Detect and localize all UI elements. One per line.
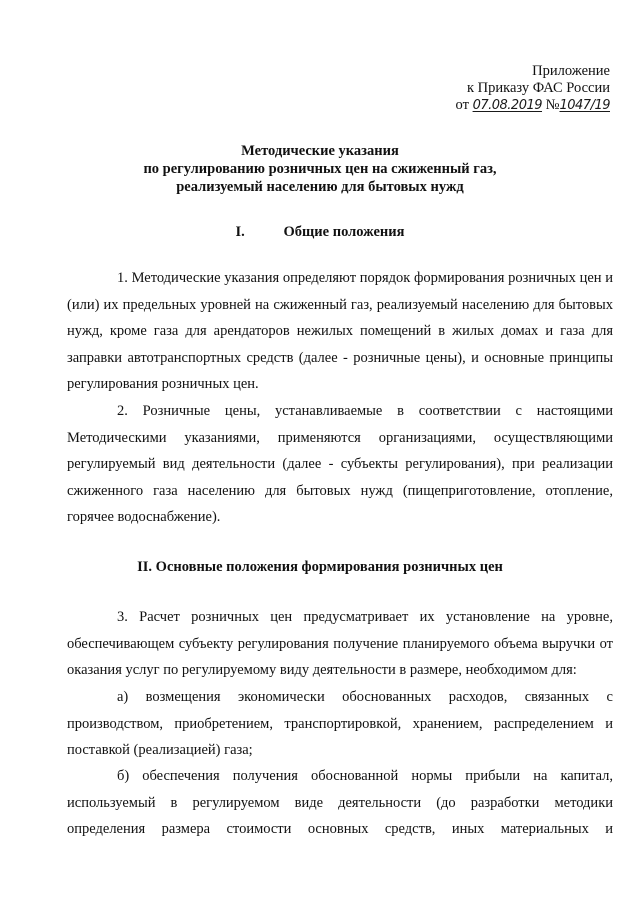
annex-order-reference: к Приказу ФАС России bbox=[466, 80, 610, 96]
title-line-1: Методические указания bbox=[241, 143, 399, 159]
paragraph-2: 2. Розничные цены, устанавливаемые в соответствии с настоящими Методическими указаниями, применяются организациями, осуществляющими регулируемый вид деятельности (далее - субъекты регулирования), при реализации сжиженного газа населению для бытовых нужд (пищеприготовление, отопление, горячее водоснабжение). bbox=[67, 403, 613, 525]
handwritten-number: 1047/19 bbox=[559, 98, 610, 113]
paragraph-1: 1. Методические указания определяют порядок формирования розничных цен и (или) их предельных уровней на сжиженный газ, реализуемый населению для бытовых нужд, кроме газа для арендаторов нежилых помещений в жилых домах и газа для заправки автотранспортных средств (далее - розничные цены), и основные принципы регулирования розничных цен. bbox=[67, 270, 613, 392]
annex-number-prefix: № bbox=[545, 97, 560, 113]
paragraph-3b: б) обеспечения получения обоснованной нормы прибыли на капитал, используемый в регулируемом виде деятельности (до разработки методики определения размера стоимости основных средств, иных материальных и bbox=[67, 768, 613, 837]
title-line-2: по регулированию розничных цен на сжиженный газ, bbox=[143, 161, 497, 177]
section-title: Общие положения bbox=[283, 224, 405, 240]
paragraph-3a: а) возмещения экономически обоснованных расходов, связанных с производством, приобретением, транспортировкой, хранением, распределением и поставкой (реализацией) газа; bbox=[67, 689, 613, 758]
section-number: I. bbox=[235, 224, 245, 240]
section-heading-retail-prices: II. Основные положения формирования розничных цен bbox=[137, 559, 503, 575]
annex-label: Приложение bbox=[532, 63, 610, 79]
section-heading-general bbox=[0, 224, 640, 241]
annex-from-prefix: от bbox=[455, 97, 469, 113]
title-line-3: реализуемый населению для бытовых нужд bbox=[176, 179, 464, 195]
handwritten-date: 07.08.2019 bbox=[472, 98, 543, 113]
annex-date-number bbox=[440, 97, 610, 114]
annex-block bbox=[440, 63, 610, 114]
document-title bbox=[0, 142, 640, 196]
paragraph-3: 3. Расчет розничных цен предусматривает их установление на уровне, обеспечивающем субъекту регулирования получение планируемого объема выручки от оказания услуг по регулируемому виду деятельности в размере, необходимом для: bbox=[67, 609, 613, 678]
